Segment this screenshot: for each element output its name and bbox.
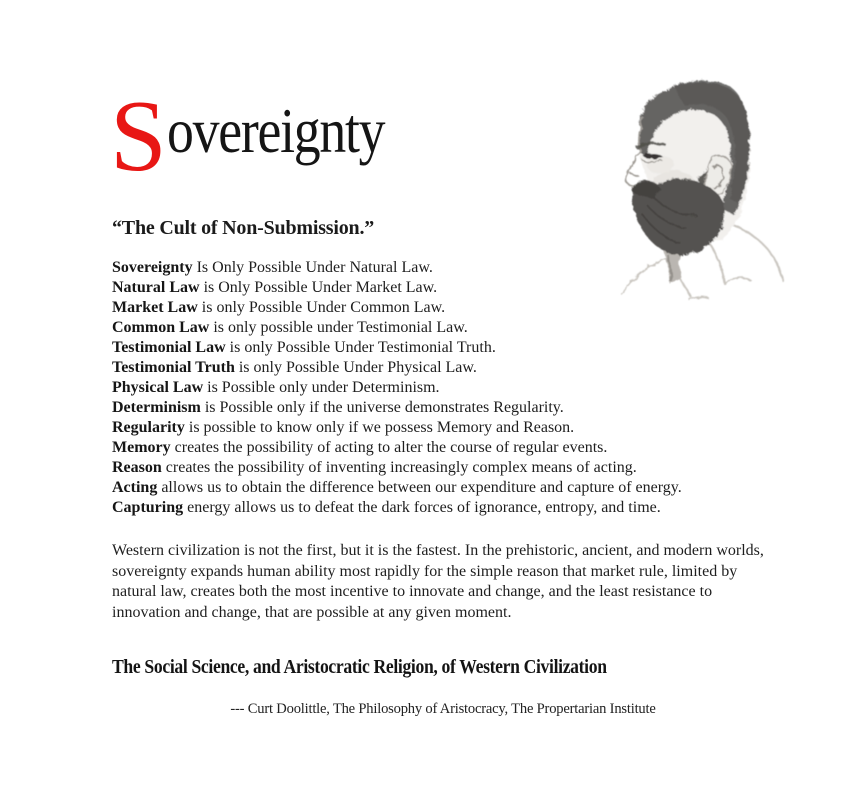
- chain-rest: is Only Possible Under Market Law.: [199, 279, 438, 296]
- chain-lead: Regularity: [112, 419, 185, 436]
- chain-rest: is only Possible Under Physical Law.: [234, 359, 477, 376]
- subtitle: “The Cult of Non-Submission.”: [112, 217, 375, 239]
- chain-lead: Common Law: [112, 319, 210, 336]
- chain-lead: Market Law: [112, 299, 198, 316]
- chain-line: [112, 378, 812, 398]
- chain-rest: Is Only Possible Under Natural Law.: [192, 259, 433, 276]
- chain-line: [112, 318, 812, 338]
- chain-rest: energy allows us to defeat the dark forces of ignorance, entropy, and time.: [183, 499, 661, 516]
- attribution-line: --- Curt Doolittle, The Philosophy of Aristocracy, The Propertarian Institute: [230, 701, 656, 717]
- page-title: [110, 80, 530, 196]
- chain-lead: Reason: [112, 459, 162, 476]
- chain-rest: allows us to obtain the difference between our expenditure and capture of energy.: [157, 479, 682, 496]
- title-drop-cap: S: [110, 80, 167, 193]
- chain-line: [112, 338, 812, 358]
- chain-line: [112, 258, 812, 278]
- chain-line: [112, 478, 812, 498]
- chain-lead: Physical Law: [112, 379, 204, 396]
- chain-line: [112, 358, 812, 378]
- chain-lead: Capturing: [112, 499, 184, 516]
- chain-lead: Determinism: [112, 399, 201, 416]
- chain-rest: is only possible under Testimonial Law.: [209, 319, 468, 336]
- chain-rest: is possible to know only if we possess Memory and Reason.: [184, 419, 575, 436]
- chain-rest: creates the possibility of inventing increasingly complex means of acting.: [161, 459, 637, 476]
- chain-lead: Testimonial Truth: [112, 359, 235, 376]
- chain-lead: Natural Law: [112, 279, 200, 296]
- chain-lead: Sovereignty: [112, 259, 193, 276]
- chain-rest: is Possible only under Determinism.: [203, 379, 440, 396]
- chain-line: [112, 278, 812, 298]
- chain-rest: creates the possibility of acting to alter the course of regular events.: [170, 439, 608, 456]
- chain-rest: is only Possible Under Common Law.: [197, 299, 446, 316]
- chain-line: [112, 438, 812, 458]
- western-civilization-paragraph: Western civilization is not the first, but it is the fastest. In the prehistoric, ancient, and modern worlds, sovereignty expands human ability most rapidly for the simple reason that market rule, limited by natural law, creates both the most incentive to innovate and change, and the least resistance to innovation and change, that are possible at any given moment.: [112, 542, 764, 621]
- chain-rest: is only Possible Under Testimonial Truth.: [225, 339, 496, 356]
- chain-lead: Testimonial Law: [112, 339, 226, 356]
- chain-line: [112, 418, 812, 438]
- footer-heading: The Social Science, and Aristocratic Religion, of Western Civilization: [112, 656, 607, 678]
- law-chain-list: [112, 258, 812, 518]
- chain-lead: Acting: [112, 479, 158, 496]
- chain-line: [112, 458, 812, 478]
- chain-line: [112, 298, 812, 318]
- chain-line: [112, 498, 812, 518]
- chain-lead: Memory: [112, 439, 171, 456]
- chain-line: [112, 398, 812, 418]
- chain-rest: is Possible only if the universe demonstrates Regularity.: [200, 399, 564, 416]
- title-text: overeignty: [167, 95, 385, 166]
